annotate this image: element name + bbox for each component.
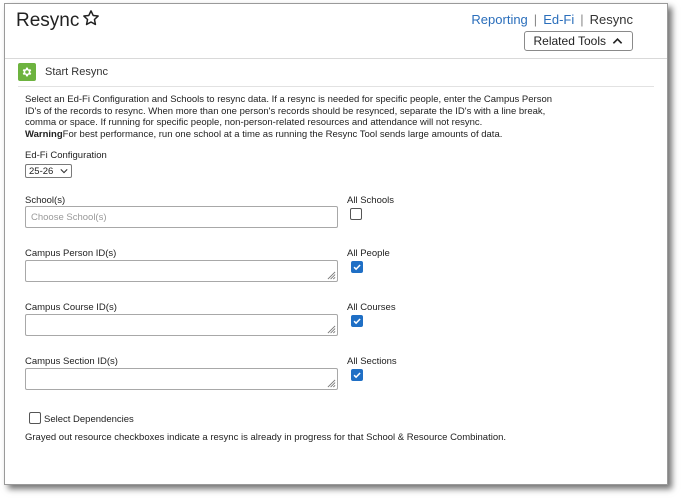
start-resync-button[interactable]: [18, 63, 36, 81]
related-tools-label: Related Tools: [533, 34, 606, 48]
resync-panel: [4, 3, 668, 485]
all-people-label: All People: [347, 248, 390, 259]
campus-section-textarea[interactable]: [25, 368, 338, 390]
schools-label: School(s): [25, 195, 66, 206]
select-dependencies-checkbox[interactable]: [29, 412, 41, 424]
all-sections-label: All Sections: [347, 356, 397, 367]
checkmark-icon: [352, 316, 362, 326]
chevron-down-icon: [60, 168, 68, 174]
instructions-line: ID's of the records to resync. When more than one person's records should be resynced, separate the ID's with a line break,: [25, 105, 546, 117]
campus-person-label: Campus Person ID(s): [25, 248, 117, 259]
all-sections-checkbox[interactable]: [351, 369, 363, 381]
breadcrumb-separator: |: [580, 12, 584, 27]
all-courses-checkbox[interactable]: [351, 315, 363, 327]
resize-handle-icon[interactable]: [327, 271, 336, 280]
campus-course-label: Campus Course ID(s): [25, 302, 117, 313]
schools-input[interactable]: [25, 206, 338, 228]
breadcrumb-separator: |: [533, 12, 538, 27]
instructions-text: [25, 94, 563, 140]
warning-label: Warning: [25, 128, 63, 140]
instructions-line: comma or space. If running for specific people, non-person-related resources and attendance will not resync.: [25, 117, 483, 128]
all-schools-label: All Schools: [347, 195, 394, 206]
select-dependencies-label[interactable]: Select Dependencies: [44, 414, 134, 425]
edfi-config-label: Ed-Fi Configuration: [25, 150, 107, 161]
resize-handle-icon[interactable]: [327, 379, 336, 388]
in-progress-note: Grayed out resource checkboxes indicate a resync is already in progress for that School & Resource Combination.: [25, 432, 507, 443]
resize-handle-icon[interactable]: [327, 325, 336, 334]
star-icon[interactable]: [82, 9, 100, 27]
all-courses-label: All Courses: [347, 302, 396, 313]
schools-placeholder: Choose School(s): [31, 211, 107, 223]
breadcrumb-reporting[interactable]: Reporting: [471, 12, 528, 27]
all-people-checkbox[interactable]: [351, 261, 363, 273]
warning-line: [25, 129, 563, 141]
edfi-config-value: 25-26: [29, 165, 54, 177]
checkmark-icon: [352, 370, 362, 380]
breadcrumb-edfi[interactable]: Ed-Fi: [543, 12, 575, 27]
breadcrumb: [471, 12, 633, 27]
page-header: [5, 4, 667, 59]
edfi-config-select[interactable]: [25, 164, 72, 178]
instructions-line: Select an Ed-Fi Configuration and Schools to resync data. If a resync is needed for specific people, enter the Campus Person: [25, 94, 553, 105]
warning-text: For best performance, run one school at a time as running the Resync Tool sends large amounts of data.: [62, 128, 503, 140]
campus-course-textarea[interactable]: [25, 314, 338, 336]
start-resync-label[interactable]: Start Resync: [45, 66, 108, 78]
breadcrumb-current: Resync: [589, 12, 633, 27]
related-tools-button[interactable]: [524, 31, 634, 51]
gear-icon: [21, 66, 33, 78]
campus-person-textarea[interactable]: [25, 260, 338, 282]
page-title: Resync: [16, 10, 80, 31]
action-toolbar: [18, 63, 108, 81]
campus-section-label: Campus Section ID(s): [25, 356, 118, 367]
checkmark-icon: [352, 262, 362, 272]
toolbar-divider: [18, 86, 654, 87]
all-schools-checkbox[interactable]: [350, 208, 362, 220]
chevron-up-icon: [612, 37, 623, 45]
